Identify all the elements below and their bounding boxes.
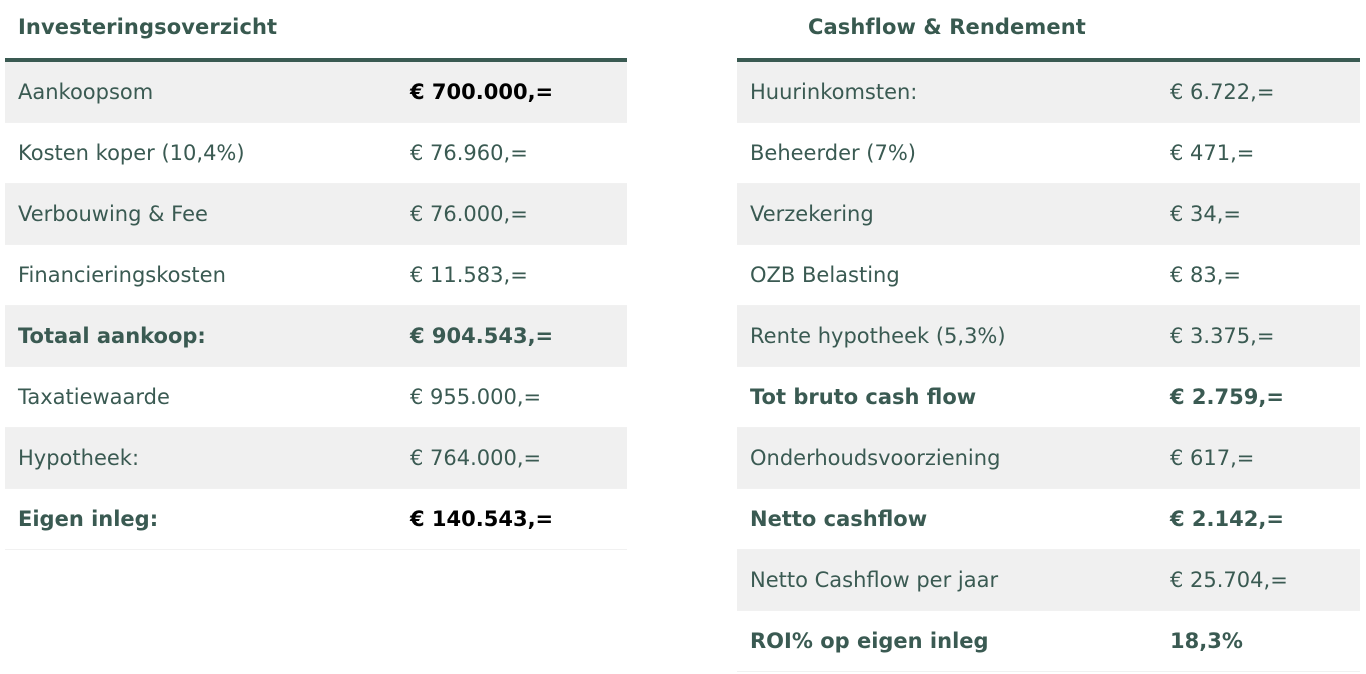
row-label: Netto cashflow [750,507,928,531]
row-value: € 76.000,= [410,202,528,226]
table-row [5,245,627,306]
table-row [737,62,1360,123]
row-label: Rente hypotheek (5,3%) [750,324,1006,348]
row-value: € 76.960,= [410,141,528,165]
table-row [5,367,627,428]
row-value: € 617,= [1170,446,1255,470]
table-row-total [737,611,1360,672]
row-value: € 140.543,= [410,507,554,531]
row-value: € 83,= [1170,263,1242,287]
row-label: Kosten koper (10,4%) [18,141,245,165]
cashflow-table-header [737,0,1360,62]
investment-table [5,0,627,550]
row-value: € 471,= [1170,141,1255,165]
row-value: € 2.142,= [1170,507,1284,531]
row-value: € 764.000,= [410,446,542,470]
table-row-total [737,489,1360,550]
row-label: Taxatiewaarde [18,385,170,409]
row-value: € 34,= [1170,202,1242,226]
row-value: € 11.583,= [410,263,528,287]
row-label: Tot bruto cash flow [750,385,977,409]
table-row [737,306,1360,367]
row-label: Beheerder (7%) [750,141,917,165]
table-row [5,62,627,123]
table-row-total [5,306,627,367]
row-value: € 6.722,= [1170,80,1275,104]
table-row [5,428,627,489]
investment-table-title: Investeringsoverzicht [18,15,278,39]
table-row-total [737,367,1360,428]
row-value: € 700.000,= [410,80,554,104]
row-label: OZB Belasting [750,263,900,287]
table-row [5,123,627,184]
table-row [737,123,1360,184]
table-row [737,245,1360,306]
cashflow-table-body [737,62,1360,672]
row-label: Totaal aankoop: [18,324,206,348]
table-row [737,184,1360,245]
cashflow-table [737,0,1360,672]
row-label: Financieringskosten [18,263,226,287]
row-label: Huurinkomsten: [750,80,918,104]
row-value: € 2.759,= [1170,385,1284,409]
row-label: Onderhoudsvoorziening [750,446,1001,470]
row-value: € 3.375,= [1170,324,1275,348]
row-value: 18,3% [1170,629,1243,653]
row-label: ROI% op eigen inleg [750,629,989,653]
row-value: € 955.000,= [410,385,542,409]
table-row [5,184,627,245]
row-label: Verbouwing & Fee [18,202,208,226]
row-label: Netto Cashflow per jaar [750,568,999,592]
row-value: € 25.704,= [1170,568,1288,592]
row-label: Hypotheek: [18,446,140,470]
row-value: € 904.543,= [410,324,554,348]
table-row-total [5,489,627,550]
row-label: Eigen inleg: [18,507,159,531]
cashflow-table-title: Cashflow & Rendement [808,15,1086,39]
table-row [737,550,1360,611]
investment-table-header [5,0,627,62]
table-row [737,428,1360,489]
row-label: Aankoopsom [18,80,154,104]
row-label: Verzekering [750,202,874,226]
investment-table-body [5,62,627,550]
